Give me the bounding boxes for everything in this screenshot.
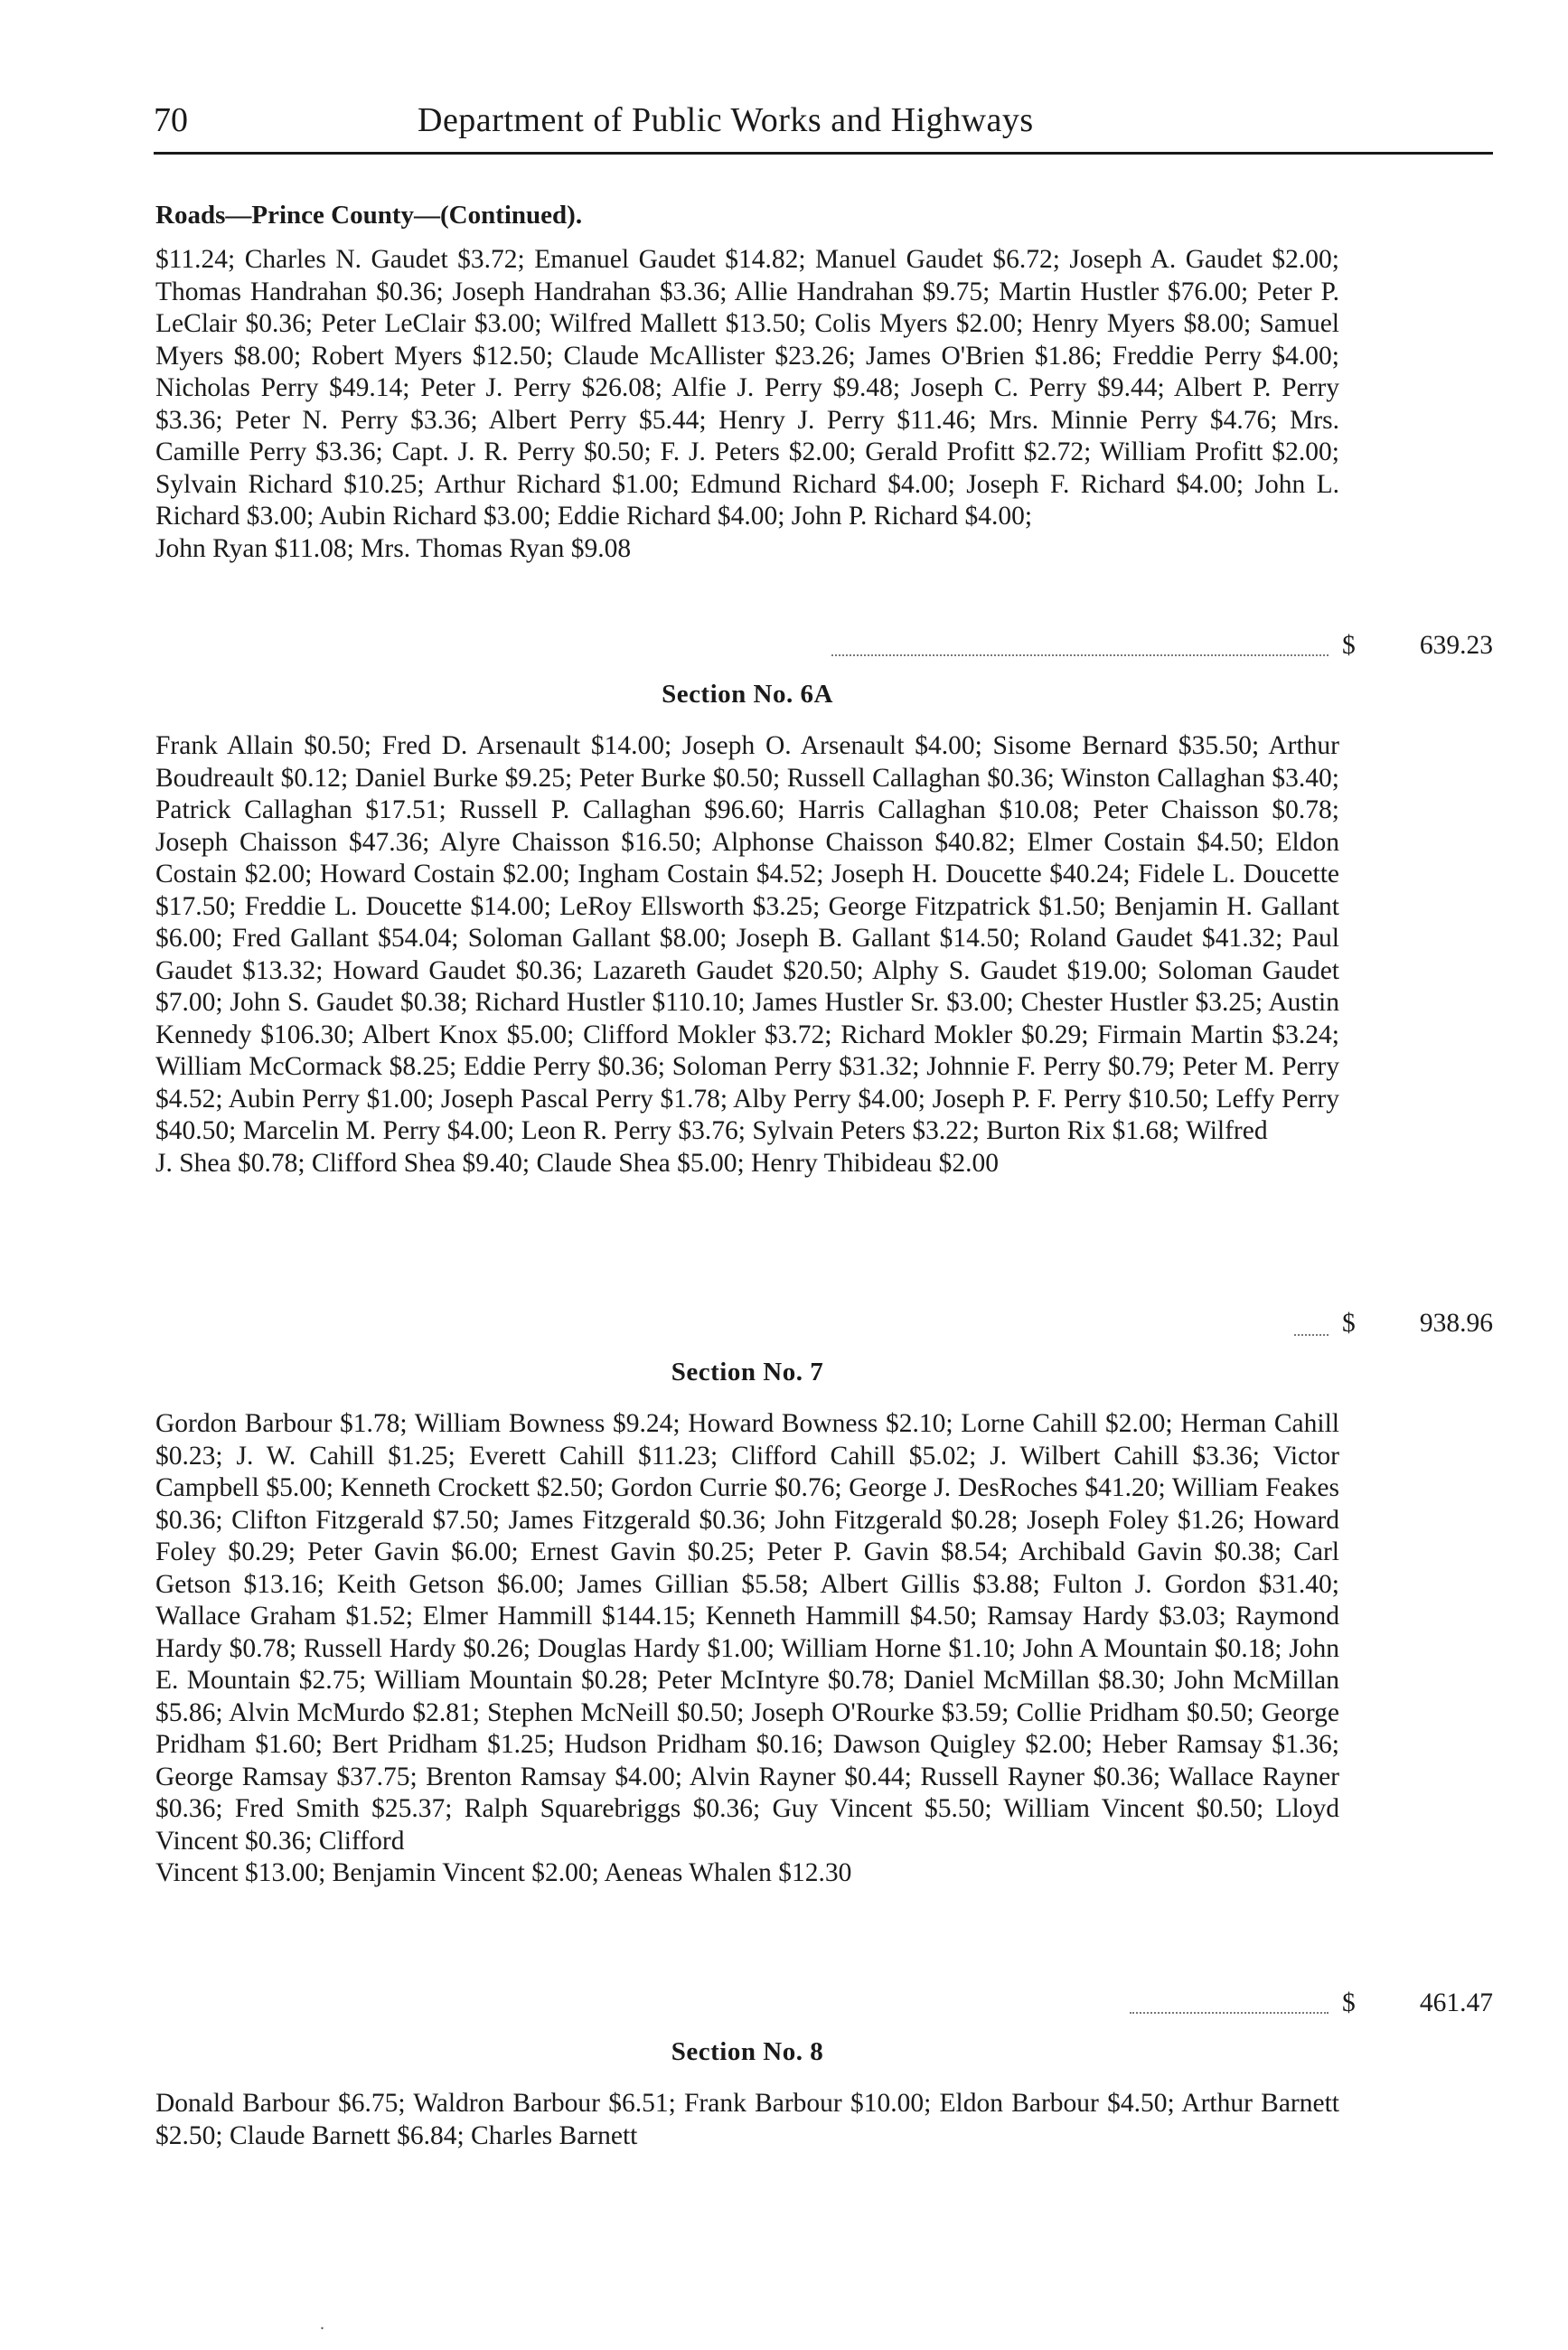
section-total: 938.96 <box>1419 1309 1493 1338</box>
section-entries <box>155 2088 1339 2152</box>
entries-last-line: John Ryan $11.08; Mrs. Thomas Ryan $9.08 <box>155 533 632 563</box>
section-entries <box>155 1408 1339 1890</box>
section-title: Section No. 7 <box>671 1358 824 1386</box>
section-title: Section No. 6A <box>662 680 833 709</box>
entries-text: $11.24; Charles N. Gaudet $3.72; Emanuel Gaudet $14.82; Manuel Gaudet $6.72; Joseph A. Gaudet $2.00; Thomas Handrahan $0.36; Joseph Handrahan $3.36; Allie Handrahan $9.75; Martin Hustler $76.00; Peter P. LeClair $0.36; Peter LeClair $3.00; Wilfred Mallett $13.50; Colis Myers $2.00; Henry Myers $8.00; Samuel Myers $8.00; Robert Myers $12.50; Claude McAllister $23.26; James O'Brien $1.86; Freddie Perry $4.00; Nicholas Perry $49.14; Peter J. Perry $26.08; Alfie J. Perry $9.48; Joseph C. Perry $9.44; Albert P. Perry $3.36; Peter N. Perry $3.36; Albert Perry $5.44; Henry J. Perry $11.46; Mrs. Minnie Perry $4.76; Mrs. Camille Perry $3.36; Capt. J. R. Perry $0.50; F. J. Peters $2.00; Gerald Profitt $2.72; William Profitt $2.00; Sylvain Richard $10.25; Arthur Richard $1.00; Edmund Richard $4.00; Joseph F. Richard $4.00; John L. Richard $3.00; Aubin Richard $3.00; Eddie Richard $4.00; John P. Richard $4.00; <box>155 245 1339 531</box>
total-currency: $ <box>1342 1309 1356 1338</box>
section-title: Section No. 8 <box>671 2037 824 2066</box>
dot-leader <box>831 654 1329 656</box>
continued-heading: Roads—Prince County—(Continued). <box>155 201 583 230</box>
total-currency: $ <box>1342 631 1356 660</box>
page-number: 70 <box>154 101 188 139</box>
entries-last-line: Vincent $13.00; Benjamin Vincent $2.00; Aeneas Whalen $12.30 <box>155 1858 852 1887</box>
entries-text: Gordon Barbour $1.78; William Bowness $9.24; Howard Bowness $2.10; Lorne Cahill $2.00; Herman Cahill $0.23; J. W. Cahill $1.25; Everett Cahill $11.23; Clifford Cahill $5.02; J. Wilbert Cahill $3.36; Victor Campbell $5.00; Kenneth Crockett $2.50; Gordon Currie $0.76; George J. DesRoches $41.20; William Feakes $0.36; Clifton Fitzgerald $7.50; James Fitzgerald $0.36; John Fitzgerald $0.28; Joseph Foley $1.26; Howard Foley $0.29; Peter Gavin $6.00; Ernest Gavin $0.25; Peter P. Gavin $8.54; Archibald Gavin $0.38; Carl Getson $13.16; Keith Getson $6.00; James Gillian $5.58; Albert Gillis $3.88; Fulton J. Gordon $31.40; Wallace Graham $1.52; Elmer Hammill $144.15; Kenneth Hammill $4.50; Ramsay Hardy $3.03; Raymond Hardy $0.78; Russell Hardy $0.26; Douglas Hardy $1.00; William Horne $1.10; John A Mountain $0.18; John E. Mountain $2.75; William Mountain $0.28; Peter McIntyre $0.78; Daniel McMillan $8.30; John McMillan $5.86; Alvin McMurdo $2.81; Stephen McNeill $0.50; Joseph O'Rourke $3.59; Collie Pridham $0.50; George Pridham $1.60; Bert Pridham $1.25; Hudson Pridham $0.16; Dawson Quigley $2.00; Heber Ramsay $1.36; George Ramsay $37.75; Brenton Ramsay $4.00; Alvin Rayner $0.44; Russell Rayner $0.36; Wallace Rayner $0.36; Fred Smith $25.37; Ralph Squarebriggs $0.36; Guy Vincent $5.50; William Vincent $0.50; Lloyd Vincent $0.36; Clifford <box>155 1409 1339 1856</box>
entries-last-line: J. Shea $0.78; Clifford Shea $9.40; Claude Shea $5.00; Henry Thibideau $2.00 <box>155 1148 999 1178</box>
total-currency: $ <box>1342 1988 1356 2017</box>
section-total: 639.23 <box>1419 631 1493 660</box>
section-entries <box>155 244 1339 565</box>
dot-leader <box>1294 1334 1329 1336</box>
stray-mark: . <box>320 2314 324 2334</box>
entries-text: Frank Allain $0.50; Fred D. Arsenault $14.00; Joseph O. Arsenault $4.00; Sisome Bernard $35.50; Arthur Boudreault $0.12; Daniel Burke $9.25; Peter Burke $0.50; Russell Callaghan $0.36; Winston Callaghan $3.40; Patrick Callaghan $17.51; Russell P. Callaghan $96.60; Harris Callaghan $10.08; Peter Chaisson $0.78; Joseph Chaisson $47.36; Alyre Chaisson $16.50; Alphonse Chaisson $40.82; Elmer Costain $4.50; Eldon Costain $2.00; Howard Costain $2.00; Ingham Costain $4.52; Joseph H. Doucette $40.24; Fidele L. Doucette $17.50; Freddie L. Doucette $14.00; LeRoy Ellsworth $3.25; George Fitzpatrick $1.50; Benjamin H. Gallant $6.00; Fred Gallant $54.04; Soloman Gallant $8.00; Joseph B. Gallant $14.50; Roland Gaudet $41.32; Paul Gaudet $13.32; Howard Gaudet $0.36; Lazareth Gaudet $20.50; Alphy S. Gaudet $19.00; Soloman Gaudet $7.00; John S. Gaudet $0.38; Richard Hustler $110.10; James Hustler Sr. $3.00; Chester Hustler $3.25; Austin Kennedy $106.30; Albert Knox $5.00; Clifford Mokler $3.72; Richard Mokler $0.29; Firmain Martin $3.24; William McCormack $8.25; Eddie Perry $0.36; Soloman Perry $31.32; Johnnie F. Perry $0.79; Peter M. Perry $4.52; Aubin Perry $1.00; Joseph Pascal Perry $1.78; Alby Perry $4.00; Joseph P. F. Perry $10.50; Leffy Perry $40.50; Marcelin M. Perry $4.00; Leon R. Perry $3.76; Sylvain Peters $3.22; Burton Rix $1.68; Wilfred <box>155 731 1339 1145</box>
section-total: 461.47 <box>1419 1988 1493 2017</box>
entries-text: Donald Barbour $6.75; Waldron Barbour $6.51; Frank Barbour $10.00; Eldon Barbour $4.50; Arthur Barnett $2.50; Claude Barnett $6.84; Charles Barnett <box>155 2089 1339 2150</box>
section-entries <box>155 730 1339 1180</box>
dot-leader <box>1130 2012 1329 2014</box>
running-title: Department of Public Works and Highways <box>418 101 1034 139</box>
page-header <box>154 98 1493 155</box>
